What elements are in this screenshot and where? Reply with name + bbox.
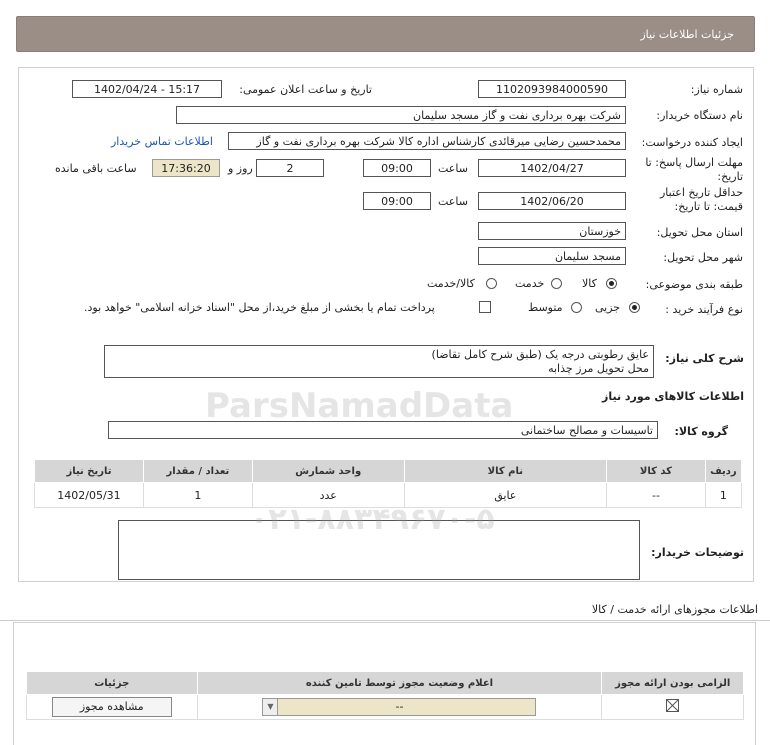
creator-field: محمدحسین رضایی میرقائدی کارشناس اداره کالا شرکت بهره برداری نفت و گاز xyxy=(228,132,626,150)
crossed-checkbox-icon xyxy=(666,699,679,712)
process-radio-medium[interactable] xyxy=(571,302,582,313)
treasury-payment-note: پرداخت تمام یا بخشی از مبلغ خرید،از محل "اسناد خزانه اسلامی" خواهد بود. xyxy=(84,301,435,314)
goods-group-label: گروه کالا: xyxy=(674,425,728,438)
days-label: روز و xyxy=(228,162,253,175)
deadline-time-label: ساعت xyxy=(438,162,468,175)
license-status-value: -- xyxy=(395,700,404,713)
remaining-label: ساعت باقی مانده xyxy=(55,162,137,175)
watermark-brand: ParsNamadData xyxy=(205,386,514,426)
need-number-field: 1102093984000590 xyxy=(478,80,626,98)
deadline-time-field: 09:00 xyxy=(363,159,431,177)
licenses-table-header xyxy=(27,672,744,695)
category-radio-service[interactable] xyxy=(551,278,562,289)
province-field: خوزستان xyxy=(478,222,626,240)
cell-date: 1402/05/31 xyxy=(35,483,144,508)
buyer-contact-link[interactable]: اطلاعات تماس خریدار xyxy=(111,135,213,148)
page-header xyxy=(16,16,755,52)
buyer-notes-label: توضیحات خریدار: xyxy=(651,546,744,559)
col-status: اعلام وضعیت مجوز توسط تامین کننده xyxy=(197,672,602,695)
col-name: نام کالا xyxy=(404,460,607,483)
category-radio-goods[interactable] xyxy=(606,278,617,289)
description-label: شرح کلی نیاز: xyxy=(665,352,744,365)
remaining-time-field: 17:36:20 xyxy=(152,159,220,177)
cell-unit: عدد xyxy=(252,483,404,508)
details-cell xyxy=(27,695,198,720)
description-line-1: عایق رطوبتی درجه یک (طبق شرح کامل تقاضا) xyxy=(431,348,649,361)
licenses-table xyxy=(26,671,744,720)
col-row: ردیف xyxy=(705,460,741,483)
deadline-date-field: 1402/04/27 xyxy=(478,159,626,177)
validity-time-field: 09:00 xyxy=(363,192,431,210)
buyer-notes-box xyxy=(118,520,640,580)
validity-label: حداقل تاریخ اعتبار قیمت: تا تاریخ: xyxy=(659,186,743,213)
table-row xyxy=(35,483,742,508)
buyer-label: نام دستگاه خریدار: xyxy=(656,109,743,122)
cell-code: -- xyxy=(607,483,706,508)
creator-label: ایجاد کننده درخواست: xyxy=(641,136,743,149)
category-option-service: خدمت xyxy=(515,277,545,290)
licenses-title: اطلاعات مجوزهای ارائه خدمت / کالا xyxy=(591,603,758,616)
watermark-phone: ۰۲۱-۸۸۳۴۹۶۷۰-۵ xyxy=(250,502,495,537)
city-label: شهر محل تحویل: xyxy=(663,251,743,264)
need-number-label: شماره نیاز: xyxy=(690,83,743,96)
col-details: جزئیات xyxy=(27,672,198,695)
table-row xyxy=(27,695,744,720)
cell-row: 1 xyxy=(705,483,741,508)
description-box xyxy=(104,345,654,378)
category-option-goods-service: کالا/خدمت xyxy=(427,277,475,290)
goods-section-title: اطلاعات کالاهای مورد نیاز xyxy=(602,390,744,403)
cell-qty: 1 xyxy=(143,483,252,508)
col-unit: واحد شمارش xyxy=(252,460,404,483)
process-option-minor: جزیی xyxy=(595,301,621,314)
description-line-2: محل تحویل مرز چذابه xyxy=(548,362,649,375)
col-code: کد کالا xyxy=(607,460,706,483)
process-radio-minor[interactable] xyxy=(629,302,640,313)
required-cell xyxy=(602,695,744,720)
city-field: مسجد سلیمان xyxy=(478,247,626,265)
category-radio-goods-service[interactable] xyxy=(486,278,497,289)
category-option-goods: کالا xyxy=(582,277,597,290)
divider xyxy=(0,620,770,621)
col-qty: تعداد / مقدار xyxy=(143,460,252,483)
goods-table-header xyxy=(35,460,742,483)
process-label: نوع فرآیند خرید : xyxy=(665,303,743,316)
chevron-down-icon[interactable]: ▼ xyxy=(263,699,278,715)
province-label: استان محل تحویل: xyxy=(656,226,743,239)
process-option-medium: متوسط xyxy=(528,301,563,314)
license-status-select[interactable] xyxy=(262,698,536,716)
col-required: الزامی بودن ارائه مجوز xyxy=(602,672,744,695)
page-title: جزئیات اطلاعات نیاز xyxy=(640,28,734,41)
col-date: تاریخ نیاز xyxy=(35,460,144,483)
treasury-payment-checkbox[interactable] xyxy=(479,301,491,313)
cell-name: عایق xyxy=(404,483,607,508)
announce-field: 1402/04/24 - 15:17 xyxy=(72,80,222,98)
validity-time-label: ساعت xyxy=(438,195,468,208)
validity-date-field: 1402/06/20 xyxy=(478,192,626,210)
deadline-label: مهلت ارسال پاسخ: تا تاریخ: xyxy=(645,156,743,183)
goods-table xyxy=(34,459,742,508)
buyer-field: شرکت بهره برداری نفت و گاز مسجد سلیمان xyxy=(176,106,626,124)
days-field: 2 xyxy=(256,159,324,177)
status-cell xyxy=(197,695,602,720)
announce-label: تاریخ و ساعت اعلان عمومی: xyxy=(239,83,372,96)
view-license-button[interactable]: مشاهده مجوز xyxy=(52,697,172,717)
category-label: طبقه بندی موضوعی: xyxy=(645,278,743,291)
goods-group-field: تاسیسات و مصالح ساختمانی xyxy=(108,421,658,439)
